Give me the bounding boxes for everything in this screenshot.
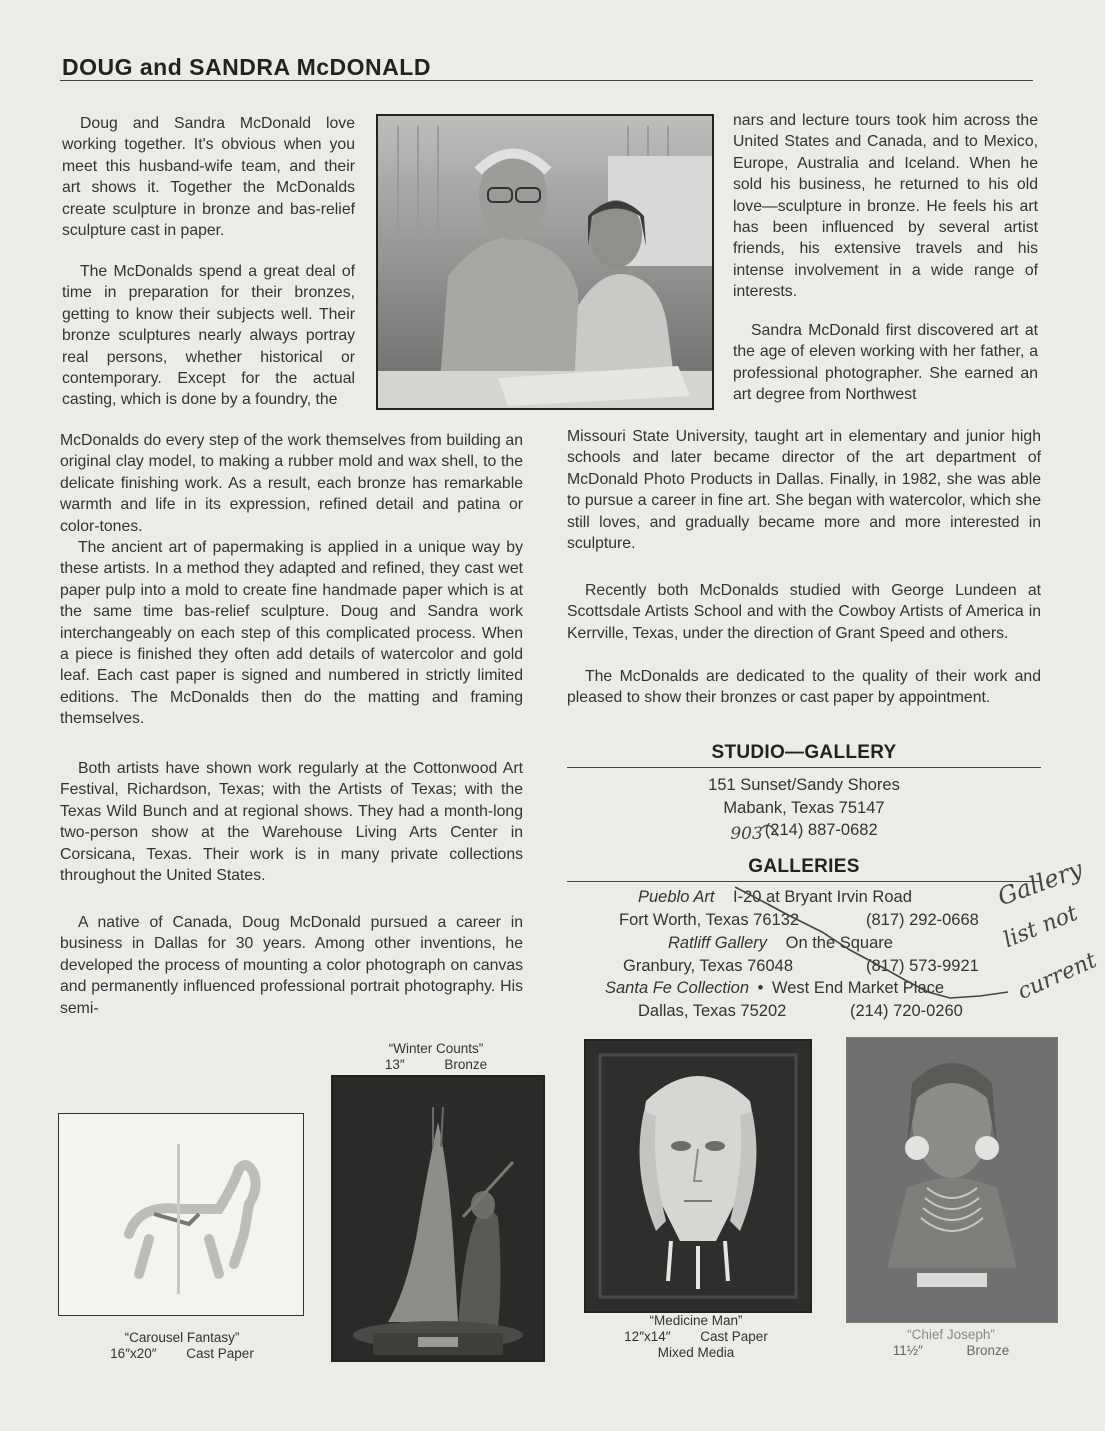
- caption-medicine-details: [584, 1329, 808, 1345]
- left-paragraph-1: Doug and Sandra McDonald love working together. It's obvious when you meet this husband-wife team, and their art shows it. Together the McDonalds create sculpture in bronze and bas-relief sculpture cast in paper.: [62, 115, 355, 240]
- gallery-2-phone: (817) 573-9921: [866, 957, 979, 975]
- right-paragraph-2a: Sandra McDonald first discovered art at the age of eleven working with her father, a professional photographer. She earned an art degree from Northwest: [733, 322, 1038, 404]
- gallery-3-city: Dallas, Texas 75202: [638, 1002, 787, 1020]
- handwritten-note-line-1: Gallery: [994, 854, 1087, 912]
- gallery-3-name: Santa Fe Collection: [605, 979, 749, 997]
- artwork-carousel-fantasy-image: [58, 1113, 304, 1316]
- gallery-1-line-2: [619, 909, 799, 932]
- gallery-3-separator: •: [757, 979, 764, 997]
- caption-chief-medium: Bronze: [966, 1343, 1010, 1358]
- studio-line-1: 151 Sunset/Sandy Shores: [708, 776, 900, 794]
- galleries-heading: GALLERIES: [748, 856, 860, 877]
- caption-chief-details: [846, 1343, 1056, 1359]
- left-paragraph-3: The ancient art of papermaking is applied in a unique way by these artists. In a method they adapted and refined, they cast wet paper pulp into a mold to create fine handmade paper which is at the same time bas-relief sculpture. Doug and Sandra work interchangeably on each step of this complicated process. When a piece is finished they often add details of watercolor and gold leaf. Each cast paper is signed and numbered in strictly limited editions. The McDonalds then do the matting and framing themselves.: [60, 539, 523, 728]
- gallery-3-phone: (214) 720-0260: [850, 1002, 963, 1020]
- gallery-2-line-1: [668, 932, 893, 955]
- studio-phone: (214) 887-0682: [764, 821, 878, 839]
- caption-carousel-details: [58, 1346, 306, 1362]
- caption-winter-title: “Winter Counts”: [388, 1041, 484, 1056]
- galleries-rule: [567, 881, 1041, 882]
- caption-winter-details: [330, 1057, 542, 1073]
- gallery-2-name: Ratliff Gallery: [668, 934, 768, 952]
- handwritten-area-code: 903: [730, 824, 763, 844]
- gallery-3-line-1: [605, 977, 944, 1000]
- studio-line-2: Mabank, Texas 75147: [723, 798, 885, 817]
- portrait-photo: [376, 114, 714, 410]
- studio-heading: STUDIO—GALLERY: [711, 742, 897, 763]
- caption-winter-size: 13″: [384, 1057, 405, 1072]
- right-paragraph-1: nars and lecture tours took him across the United States and Canada, and to Mexico, Europe, Australia and Iceland. When he sold his business, he returned to his old love—sculpture in bronze. He feels his art has been influenced by several artist friends, his extensive travels and his intense involvement in a wide range of interests.: [733, 112, 1038, 301]
- caption-medicine-medium: Cast Paper: [700, 1329, 768, 1344]
- gallery-1-city: Fort Worth, Texas 76132: [619, 911, 800, 929]
- gallery-3-location: West End Market Place: [771, 979, 945, 997]
- caption-medicine-medium-2: Mixed Media: [657, 1345, 735, 1360]
- handwritten-note-line-3: current: [1014, 948, 1101, 1005]
- studio-phone-line: [567, 819, 1041, 842]
- gallery-1-line-1: [638, 886, 912, 909]
- title-rule: [60, 80, 1033, 81]
- caption-medicine-man: [584, 1313, 808, 1361]
- handwritten-note-line-2: list not: [1000, 900, 1082, 954]
- winter-counts-illustration: [333, 1077, 543, 1360]
- right-paragraph-4: The McDonalds are dedicated to the quality of their work and pleased to show their bronzes or cast paper by appointment.: [567, 668, 1041, 707]
- right-paragraph-2b: Missouri State University, taught art in elementary and junior high schools and later became director of the art department of McDonald Photo Products in Dallas. Finally, in 1982, she was able to pursue a career in fine art. She began with watercolor, which she still loves, and gradually became more and more interested in sculpture.: [567, 428, 1041, 553]
- medicine-man-illustration: [586, 1041, 810, 1311]
- caption-medicine-size: 12″x14″: [624, 1329, 671, 1344]
- chief-joseph-illustration: [847, 1038, 1057, 1322]
- page-title: DOUG and SANDRA McDONALD: [62, 54, 431, 80]
- gallery-1-location: I-20 at Bryant Irvin Road: [733, 888, 912, 906]
- caption-chief-joseph: [846, 1327, 1056, 1359]
- studio-rule: [567, 767, 1041, 768]
- gallery-2-city: Granbury, Texas 76048: [623, 957, 793, 975]
- studio-address: [567, 774, 1041, 842]
- caption-medicine-title: “Medicine Man”: [649, 1313, 743, 1328]
- caption-chief-size: 11½″: [892, 1343, 923, 1358]
- artwork-medicine-man-image: [584, 1039, 812, 1313]
- carousel-horse-illustration: [59, 1114, 303, 1315]
- left-paragraph-5: A native of Canada, Doug McDonald pursued a career in business in Dallas for 30 years. Among other inventions, he developed the process of mounting a color photograph on canvas and permanently influenced professional portrait photography. His semi-: [60, 914, 523, 1017]
- left-paragraph-4: Both artists have shown work regularly at the Cottonwood Art Festival, Richardson, Texas; with the Artists of Texas; with the Texas Wild Bunch and at regional shows. They had a month-long two-person show at the Warehouse Living Arts Center in Corsicana, Texas. Their work is in many private collections throughout the United States.: [60, 760, 523, 885]
- artwork-winter-counts-image: [331, 1075, 545, 1362]
- caption-carousel-title: “Carousel Fantasy”: [124, 1330, 240, 1345]
- caption-carousel-size: 16″x20″: [110, 1346, 157, 1361]
- right-paragraph-3: Recently both McDonalds studied with George Lundeen at Scottsdale Artists School and with the Cowboy Artists of America in Kerrville, Texas, under the direction of Grant Speed and others.: [567, 582, 1041, 642]
- gallery-1-name: Pueblo Art: [638, 888, 715, 906]
- caption-carousel-medium: Cast Paper: [186, 1346, 254, 1361]
- caption-carousel-fantasy: [58, 1330, 306, 1362]
- gallery-1-phone: (817) 292-0668: [866, 911, 979, 929]
- caption-chief-title: “Chief Joseph”: [907, 1327, 995, 1342]
- left-paragraph-2a: The McDonalds spend a great deal of time in preparation for their bronzes, getting to know their subjects well. Their bronze sculptures nearly always portray real persons, whether historical or contemporary. Except for the actual casting, which is done by a foundry, the: [62, 263, 355, 409]
- portrait-illustration: [378, 116, 712, 408]
- caption-winter-medium: Bronze: [444, 1057, 488, 1072]
- gallery-2-location: On the Square: [785, 934, 893, 952]
- left-paragraph-2b: McDonalds do every step of the work themselves from building an original clay model, to making a rubber mold and wax shell, to the delicate finishing work. As a result, each bronze has remarkable warmth and life in its expression, refined detail and patina or color-tones.: [60, 432, 523, 535]
- artwork-chief-joseph-image: [846, 1037, 1058, 1323]
- caption-winter-counts: [330, 1041, 542, 1073]
